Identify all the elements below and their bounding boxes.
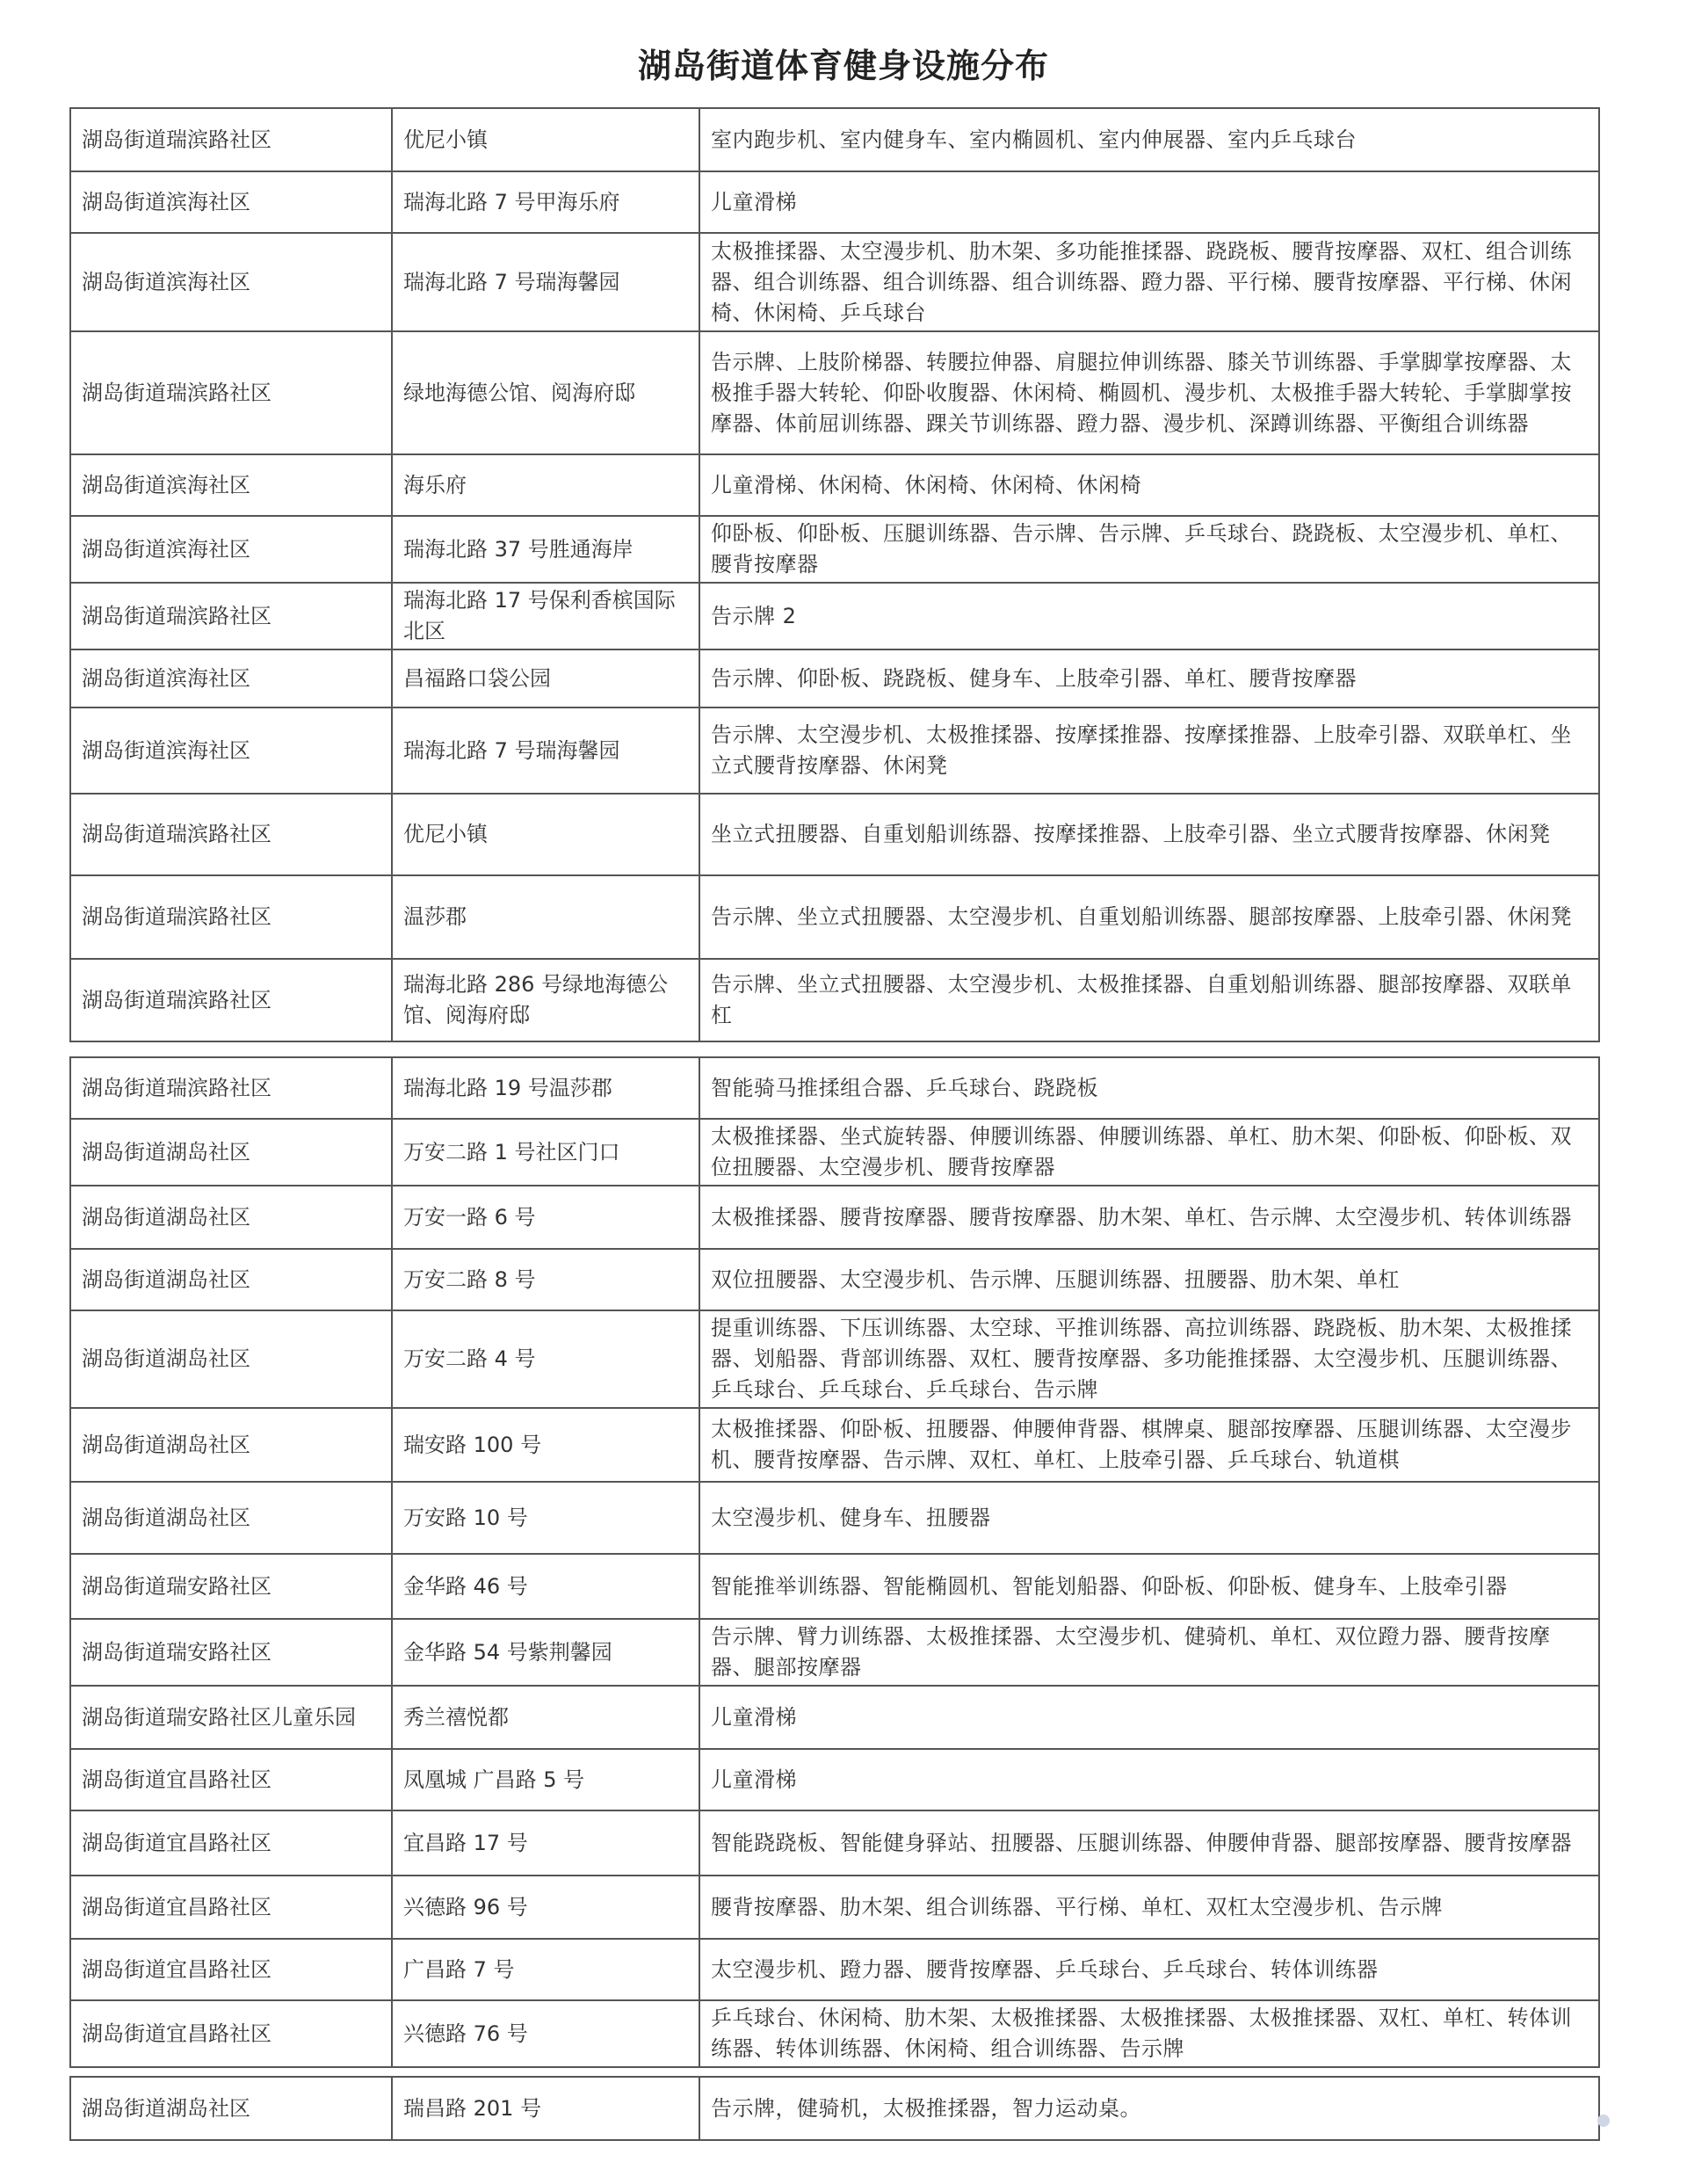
table-row	[70, 1686, 1599, 1749]
location-cell: 兴德路 96 号	[392, 1876, 699, 1939]
table-row	[70, 233, 1599, 331]
location-cell: 瑞昌路 201 号	[392, 2077, 699, 2140]
facilities-cell: 太空漫步机、蹬力器、腰背按摩器、乒乓球台、乒乓球台、转体训练器	[699, 1939, 1599, 2000]
facilities-cell: 仰卧板、仰卧板、压腿训练器、告示牌、告示牌、乒乓球台、跷跷板、太空漫步机、单杠、腰背按摩器	[699, 516, 1599, 583]
table-row	[70, 108, 1599, 171]
community-cell: 湖岛街道宜昌路社区	[70, 1939, 392, 2000]
location-cell: 万安路 10 号	[392, 1482, 699, 1554]
table-row	[70, 1554, 1599, 1619]
facilities-cell: 双位扭腰器、太空漫步机、告示牌、压腿训练器、扭腰器、肋木架、单杠	[699, 1249, 1599, 1310]
location-cell: 万安二路 4 号	[392, 1310, 699, 1408]
community-cell: 湖岛街道宜昌路社区	[70, 1876, 392, 1939]
watermark-dot	[1597, 2115, 1610, 2127]
facilities-cell: 智能推举训练器、智能椭圆机、智能划船器、仰卧板、仰卧板、健身车、上肢牵引器	[699, 1554, 1599, 1619]
community-cell: 湖岛街道滨海社区	[70, 454, 392, 516]
location-cell: 金华路 54 号紫荆馨园	[392, 1619, 699, 1686]
location-cell: 金华路 46 号	[392, 1554, 699, 1619]
facilities-cell: 告示牌、仰卧板、跷跷板、健身车、上肢牵引器、单杠、腰背按摩器	[699, 649, 1599, 707]
location-cell: 瑞海北路 286 号绿地海德公馆、阅海府邸	[392, 959, 699, 1041]
community-cell: 湖岛街道湖岛社区	[70, 1482, 392, 1554]
facilities-cell: 告示牌，健骑机，太极推揉器，智力运动桌。	[699, 2077, 1599, 2140]
facilities-cell: 告示牌、上肢阶梯器、转腰拉伸器、肩腿拉伸训练器、膝关节训练器、手掌脚掌按摩器、太极推手器大转轮、仰卧收腹器、休闲椅、椭圆机、漫步机、太极推手器大转轮、手掌脚掌按摩器、体前屈训练器、踝关节训练器、蹬力器、漫步机、深蹲训练器、平衡组合训练器	[699, 331, 1599, 454]
location-cell: 宜昌路 17 号	[392, 1810, 699, 1876]
table-row	[70, 959, 1599, 1041]
location-cell: 温莎郡	[392, 875, 699, 959]
facilities-cell: 告示牌、太空漫步机、太极推揉器、按摩揉推器、按摩揉推器、上肢牵引器、双联单杠、坐立式腰背按摩器、休闲凳	[699, 707, 1599, 794]
community-cell: 湖岛街道瑞安路社区	[70, 1554, 392, 1619]
location-cell: 万安二路 1 号社区门口	[392, 1119, 699, 1186]
location-cell: 昌福路口袋公园	[392, 649, 699, 707]
table-row	[70, 1939, 1599, 2000]
table-row	[70, 1749, 1599, 1810]
location-cell: 万安一路 6 号	[392, 1186, 699, 1249]
location-cell: 凤凰城 广昌路 5 号	[392, 1749, 699, 1810]
facility-table-2	[69, 1056, 1600, 2068]
facilities-cell: 儿童滑梯	[699, 1686, 1599, 1749]
community-cell: 湖岛街道湖岛社区	[70, 2077, 392, 2140]
table-row	[70, 171, 1599, 233]
location-cell: 瑞海北路 37 号胜通海岸	[392, 516, 699, 583]
facilities-cell: 告示牌、臂力训练器、太极推揉器、太空漫步机、健骑机、单杠、双位蹬力器、腰背按摩器、腿部按摩器	[699, 1619, 1599, 1686]
table-row	[70, 649, 1599, 707]
location-cell: 瑞海北路 7 号瑞海馨园	[392, 707, 699, 794]
location-cell: 绿地海德公馆、阅海府邸	[392, 331, 699, 454]
facilities-cell: 儿童滑梯	[699, 1749, 1599, 1810]
facility-table-1	[69, 107, 1600, 1042]
location-cell: 瑞海北路 7 号瑞海馨园	[392, 233, 699, 331]
community-cell: 湖岛街道瑞安路社区	[70, 1619, 392, 1686]
facilities-cell: 告示牌、坐立式扭腰器、太空漫步机、太极推揉器、自重划船训练器、腿部按摩器、双联单杠	[699, 959, 1599, 1041]
community-cell: 湖岛街道宜昌路社区	[70, 1810, 392, 1876]
table-row	[70, 2000, 1599, 2067]
table-row	[70, 1186, 1599, 1249]
table-row	[70, 1482, 1599, 1554]
table-row	[70, 1810, 1599, 1876]
facilities-cell: 太极推揉器、坐式旋转器、伸腰训练器、伸腰训练器、单杠、肋木架、仰卧板、仰卧板、双位扭腰器、太空漫步机、腰背按摩器	[699, 1119, 1599, 1186]
community-cell: 湖岛街道滨海社区	[70, 516, 392, 583]
table-row	[70, 2077, 1599, 2140]
facilities-cell: 太极推揉器、仰卧板、扭腰器、伸腰伸背器、棋牌桌、腿部按摩器、压腿训练器、太空漫步机、腰背按摩器、告示牌、双杠、单杠、上肢牵引器、乒乓球台、轨道棋	[699, 1408, 1599, 1482]
facilities-cell: 太空漫步机、健身车、扭腰器	[699, 1482, 1599, 1554]
table-row	[70, 707, 1599, 794]
facilities-cell: 智能跷跷板、智能健身驿站、扭腰器、压腿训练器、伸腰伸背器、腿部按摩器、腰背按摩器	[699, 1810, 1599, 1876]
facilities-cell: 智能骑马推揉组合器、乒乓球台、跷跷板	[699, 1057, 1599, 1119]
location-cell: 优尼小镇	[392, 108, 699, 171]
community-cell: 湖岛街道滨海社区	[70, 233, 392, 331]
facilities-cell: 乒乓球台、休闲椅、肋木架、太极推揉器、太极推揉器、太极推揉器、双杠、单杠、转体训练器、转体训练器、休闲椅、组合训练器、告示牌	[699, 2000, 1599, 2067]
facilities-cell: 太极推揉器、腰背按摩器、腰背按摩器、肋木架、单杠、告示牌、太空漫步机、转体训练器	[699, 1186, 1599, 1249]
facilities-cell: 太极推揉器、太空漫步机、肋木架、多功能推揉器、跷跷板、腰背按摩器、双杠、组合训练器、组合训练器、组合训练器、组合训练器、蹬力器、平行梯、腰背按摩器、平行梯、休闲椅、休闲椅、乒乓球台	[699, 233, 1599, 331]
community-cell: 湖岛街道瑞滨路社区	[70, 794, 392, 875]
community-cell: 湖岛街道瑞滨路社区	[70, 959, 392, 1041]
table-row	[70, 1310, 1599, 1408]
location-cell: 兴德路 76 号	[392, 2000, 699, 2067]
community-cell: 湖岛街道宜昌路社区	[70, 2000, 392, 2067]
location-cell: 广昌路 7 号	[392, 1939, 699, 2000]
facilities-cell: 儿童滑梯	[699, 171, 1599, 233]
community-cell: 湖岛街道湖岛社区	[70, 1310, 392, 1408]
facility-table-3	[69, 2076, 1600, 2141]
community-cell: 湖岛街道滨海社区	[70, 707, 392, 794]
location-cell: 海乐府	[392, 454, 699, 516]
community-cell: 湖岛街道湖岛社区	[70, 1186, 392, 1249]
table-row	[70, 1619, 1599, 1686]
table-row	[70, 331, 1599, 454]
location-cell: 瑞海北路 17 号保利香槟国际北区	[392, 583, 699, 649]
facilities-cell: 坐立式扭腰器、自重划船训练器、按摩揉推器、上肢牵引器、坐立式腰背按摩器、休闲凳	[699, 794, 1599, 875]
table-row	[70, 1876, 1599, 1939]
facilities-cell: 提重训练器、下压训练器、太空球、平推训练器、高拉训练器、跷跷板、肋木架、太极推揉器、划船器、背部训练器、双杠、腰背按摩器、多功能推揉器、太空漫步机、压腿训练器、乒乓球台、乒乓球台、乒乓球台、告示牌	[699, 1310, 1599, 1408]
facilities-cell: 告示牌 2	[699, 583, 1599, 649]
location-cell: 秀兰禧悦都	[392, 1686, 699, 1749]
community-cell: 湖岛街道瑞滨路社区	[70, 583, 392, 649]
location-cell: 瑞海北路 19 号温莎郡	[392, 1057, 699, 1119]
community-cell: 湖岛街道宜昌路社区	[70, 1749, 392, 1810]
table-row	[70, 1408, 1599, 1482]
facilities-cell: 室内跑步机、室内健身车、室内椭圆机、室内伸展器、室内乒乓球台	[699, 108, 1599, 171]
community-cell: 湖岛街道湖岛社区	[70, 1249, 392, 1310]
community-cell: 湖岛街道瑞滨路社区	[70, 331, 392, 454]
community-cell: 湖岛街道瑞滨路社区	[70, 1057, 392, 1119]
community-cell: 湖岛街道滨海社区	[70, 649, 392, 707]
facilities-cell: 告示牌、坐立式扭腰器、太空漫步机、自重划船训练器、腿部按摩器、上肢牵引器、休闲凳	[699, 875, 1599, 959]
community-cell: 湖岛街道滨海社区	[70, 171, 392, 233]
facilities-cell: 儿童滑梯、休闲椅、休闲椅、休闲椅、休闲椅	[699, 454, 1599, 516]
table-row	[70, 1057, 1599, 1119]
facilities-cell: 腰背按摩器、肋木架、组合训练器、平行梯、单杠、双杠太空漫步机、告示牌	[699, 1876, 1599, 1939]
table-row	[70, 516, 1599, 583]
community-cell: 湖岛街道瑞滨路社区	[70, 875, 392, 959]
table-row	[70, 1249, 1599, 1310]
location-cell: 瑞安路 100 号	[392, 1408, 699, 1482]
location-cell: 万安二路 8 号	[392, 1249, 699, 1310]
community-cell: 湖岛街道湖岛社区	[70, 1119, 392, 1186]
table-row	[70, 794, 1599, 875]
location-cell: 瑞海北路 7 号甲海乐府	[392, 171, 699, 233]
table-row	[70, 875, 1599, 959]
community-cell: 湖岛街道瑞滨路社区	[70, 108, 392, 171]
community-cell: 湖岛街道湖岛社区	[70, 1408, 392, 1482]
table-row	[70, 454, 1599, 516]
table-row	[70, 1119, 1599, 1186]
table-row	[70, 583, 1599, 649]
location-cell: 优尼小镇	[392, 794, 699, 875]
community-cell: 湖岛街道瑞安路社区儿童乐园	[70, 1686, 392, 1749]
page-title: 湖岛街道体育健身设施分布	[637, 47, 1049, 85]
